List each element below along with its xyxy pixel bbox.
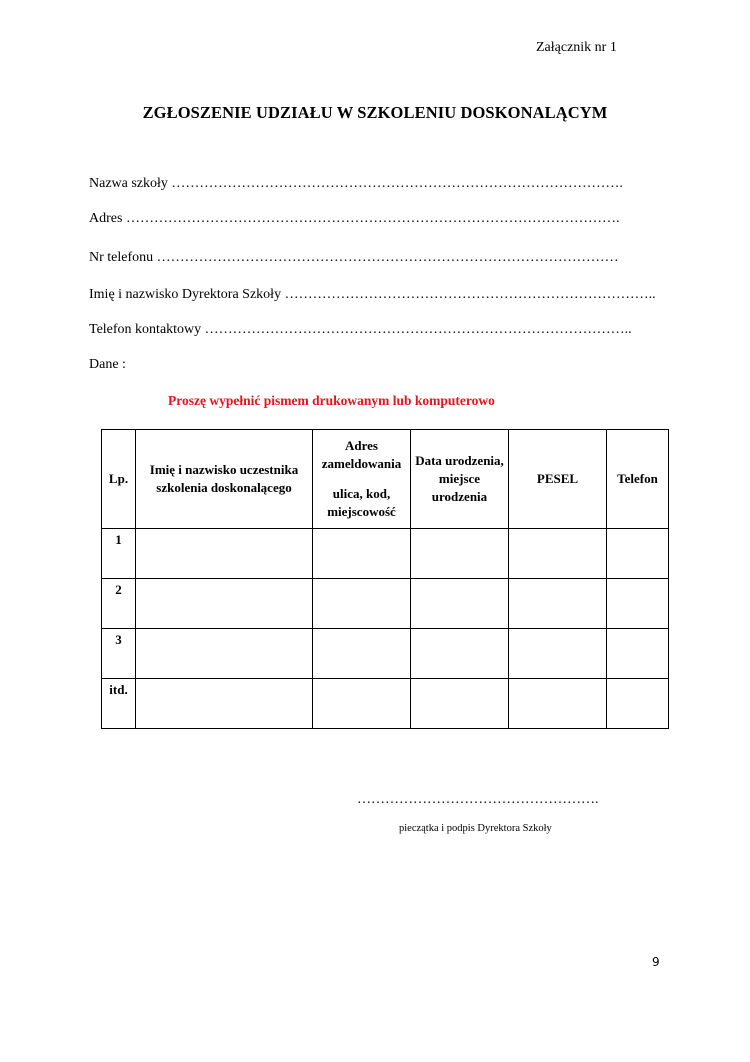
field-label: Telefon kontaktowy — [89, 322, 202, 337]
table-row — [102, 679, 669, 729]
cell-address[interactable] — [313, 679, 411, 729]
cell-pesel[interactable] — [509, 579, 607, 629]
cell-name[interactable] — [136, 579, 313, 629]
row-number: 2 — [102, 579, 136, 629]
field-dots: ……………………………………………………………………………………… — [156, 250, 619, 265]
cell-phone[interactable] — [607, 629, 669, 679]
cell-name[interactable] — [136, 679, 313, 729]
field-dots: ……………………………………………………………………………………. — [171, 176, 623, 191]
cell-phone[interactable] — [607, 529, 669, 579]
field-dots: ……………………………………………………………………………………………. — [125, 211, 620, 226]
field-data — [89, 357, 126, 373]
cell-pesel[interactable] — [509, 629, 607, 679]
annex-label: Załącznik nr 1 — [536, 40, 617, 55]
field-label: Adres — [89, 211, 123, 226]
row-number: 3 — [102, 629, 136, 679]
cell-birth[interactable] — [411, 579, 509, 629]
cell-name[interactable] — [136, 629, 313, 679]
cell-phone[interactable] — [607, 579, 669, 629]
cell-address[interactable] — [313, 629, 411, 679]
fill-instruction: Proszę wypełnić pismem drukowanym lub komputerowo — [168, 393, 495, 408]
cell-name[interactable] — [136, 529, 313, 579]
signature-caption: pieczątka i podpis Dyrektora Szkoły — [399, 823, 552, 834]
field-label: Imię i nazwisko Dyrektora Szkoły — [89, 287, 282, 302]
field-contact-phone — [89, 322, 632, 338]
cell-birth[interactable] — [411, 529, 509, 579]
cell-address[interactable] — [313, 529, 411, 579]
row-number: 1 — [102, 529, 136, 579]
field-label: Nr telefonu — [89, 250, 154, 265]
field-dots: ……………………………………………………………………………….. — [204, 322, 632, 337]
cell-birth[interactable] — [411, 679, 509, 729]
header-address — [313, 430, 411, 529]
row-number: itd. — [102, 679, 136, 729]
table-row — [102, 529, 669, 579]
header-pesel: PESEL — [509, 430, 607, 529]
page-number: 9 — [652, 955, 660, 969]
header-birth: Data urodzenia, miejsce urodzenia — [411, 430, 509, 529]
header-lp: Lp. — [102, 430, 136, 529]
table-row — [102, 629, 669, 679]
cell-birth[interactable] — [411, 629, 509, 679]
table-row — [102, 579, 669, 629]
document-title: ZGŁOSZENIE UDZIAŁU W SZKOLENIU DOSKONALĄCYM — [142, 103, 608, 122]
header-phone: Telefon — [607, 430, 669, 529]
field-label: Nazwa szkoły — [89, 176, 168, 191]
field-director-name — [89, 287, 656, 303]
field-phone-number — [89, 250, 619, 266]
header-participant-name: Imię i nazwisko uczestnika szkolenia doskonalącego — [136, 430, 313, 529]
cell-phone[interactable] — [607, 679, 669, 729]
field-label: Dane : — [89, 357, 126, 372]
table-header-row — [102, 430, 669, 529]
header-address-title: Adres zameldowania — [321, 438, 402, 471]
participants-table — [101, 429, 669, 729]
cell-pesel[interactable] — [509, 679, 607, 729]
header-address-subtitle: ulica, kod, miejscowość — [327, 486, 396, 519]
field-school-name — [89, 176, 623, 192]
field-dots: …………………………………………………………………….. — [284, 287, 656, 302]
signature-line: ……………………………………………. — [357, 792, 599, 807]
cell-address[interactable] — [313, 579, 411, 629]
cell-pesel[interactable] — [509, 529, 607, 579]
field-address — [89, 211, 619, 227]
